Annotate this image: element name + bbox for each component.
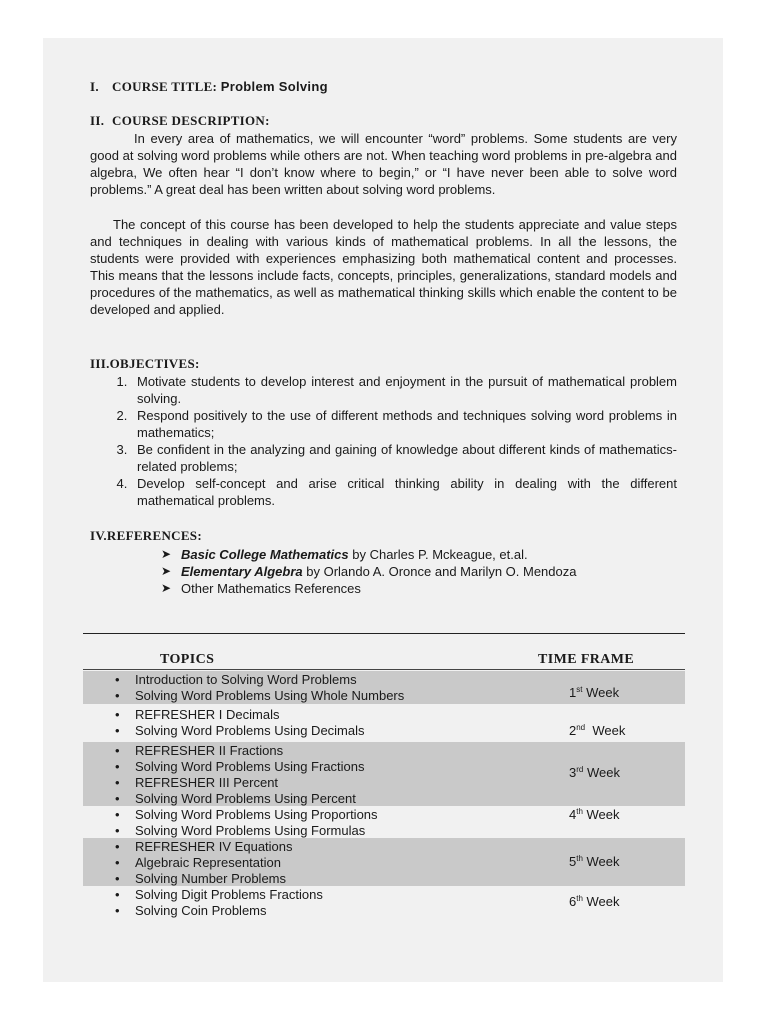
topic-item: • Solving Number Problems [115,871,293,887]
topic-list [115,743,365,807]
week-label [569,807,620,822]
topics-header: TOPICS [160,652,215,667]
week-label [569,765,620,780]
objectives-heading [90,356,200,372]
week-word: Week [582,894,620,909]
table-row [83,742,685,806]
topic-item: • Solving Digit Problems Fractions [115,887,323,903]
topic-item: • REFRESHER I Decimals [115,707,365,723]
table-row [83,806,685,838]
week-word: Week [582,685,620,700]
week-ordinal-suffix: th [576,894,583,903]
week-number: 6 [569,894,577,909]
topic-item: • Solving Word Problems Using Whole Numbers [115,688,404,704]
section-number: IV. [90,528,107,543]
week-number: 4 [569,807,577,822]
week-label [569,854,620,869]
topic-item: • REFRESHER III Percent [115,775,365,791]
topic-list [115,887,323,919]
arrowhead-bullet-icon: ➤ [161,581,172,595]
section-number: III. [90,356,110,371]
week-number: 3 [569,765,577,780]
time-frame-header: TIME FRAME [538,652,635,667]
course-title-value: Problem Solving [220,79,328,94]
week-ordinal-suffix: th [576,854,583,863]
objective-item: 2. Respond positively to the use of different methods and techniques solving word problems in mathematics; [131,407,677,441]
week-label [569,723,625,738]
week-ordinal-suffix: st [576,685,583,694]
week-ordinal-suffix: nd [576,723,586,732]
objectives-list [90,373,677,509]
section-label: OBJECTIVES: [109,356,200,371]
topic-item: • Solving Coin Problems [115,903,323,919]
week-word: Week [582,854,620,869]
topic-item: • Solving Word Problems Using Decimals [115,723,365,739]
topic-item: • REFRESHER II Fractions [115,743,365,759]
course-description-heading [90,113,270,129]
week-label [569,894,620,909]
week-number: 1 [569,685,577,700]
table-row [83,706,685,740]
reference-item [161,546,576,563]
reference-author: by Charles P. Mckeague, et.al. [348,547,528,562]
arrowhead-bullet-icon: ➤ [161,547,172,561]
week-number: 5 [569,854,577,869]
section-number: II. [90,113,105,128]
week-label [569,685,619,700]
reference-item [161,580,576,597]
week-word: Week [585,723,626,738]
reference-title: Elementary Algebra [181,564,303,579]
topic-item: • Introduction to Solving Word Problems [115,672,404,688]
topic-item: • Solving Word Problems Using Proportions [115,807,378,823]
table-row [83,671,685,704]
week-word: Week [582,807,620,822]
objective-item: 4. Develop self-concept and arise critical thinking ability in dealing with the different mathematical problems. [131,475,677,509]
topic-item: • REFRESHER IV Equations [115,839,293,855]
references-heading [90,528,202,544]
reference-title: Basic College Mathematics [181,547,349,562]
table-row [83,886,685,920]
document-page [43,38,723,982]
section-label: COURSE TITLE: [112,79,218,94]
section-label: REFERENCES: [106,528,202,543]
week-number: 2 [569,723,577,738]
topic-list [115,839,293,887]
description-paragraph-2: The concept of this course has been developed to help the students appreciate and value steps and techniques in dealing with various kinds of mathematical problems. In all the lessons, the students were provided with experiences emphasizing both mathematical content and processes. This means that the lessons include facts, concepts, principles, generalizations, standard models and procedures of the mathematics, as well as mathematical thinking skills which enable the content to be developed and applied. [90,217,677,317]
week-ordinal-suffix: rd [576,765,584,774]
topic-item: • Solving Word Problems Using Formulas [115,823,378,839]
arrowhead-bullet-icon: ➤ [161,564,172,578]
topic-item: • Solving Word Problems Using Fractions [115,759,365,775]
reference-author: Other Mathematics References [181,581,361,596]
section-number: I. [90,79,99,94]
reference-item [161,563,576,580]
topic-item: • Algebraic Representation [115,855,293,871]
course-title-heading [90,79,328,95]
reference-author: by Orlando A. Oronce and Marilyn O. Mendoza [302,564,577,579]
description-paragraph-1: In every area of mathematics, we will encounter “word” problems. Some students are very good at solving word problems while others are not. When teaching word problems in pre-algebra and algebra, We often hear “I don’t know where to begin,” or “I have never been able to solve word problems.” A great deal has been written about solving word problems. [90,131,677,197]
objective-item: 1. Motivate students to develop interest and enjoyment in the pursuit of mathematical problem solving. [131,373,677,407]
table-header-rule [83,669,685,670]
topic-list [115,672,404,704]
topic-item: • Solving Word Problems Using Percent [115,791,365,807]
table-top-rule [83,633,685,634]
topic-list [115,807,378,839]
section-label: COURSE DESCRIPTION: [112,113,270,128]
objective-item: 3. Be confident in the analyzing and gaining of knowledge about different kinds of mathematics-related problems; [131,441,677,475]
references-list [161,546,576,597]
topic-list [115,707,365,739]
week-word: Week [583,765,620,780]
week-ordinal-suffix: th [576,807,583,816]
table-row [83,838,685,886]
